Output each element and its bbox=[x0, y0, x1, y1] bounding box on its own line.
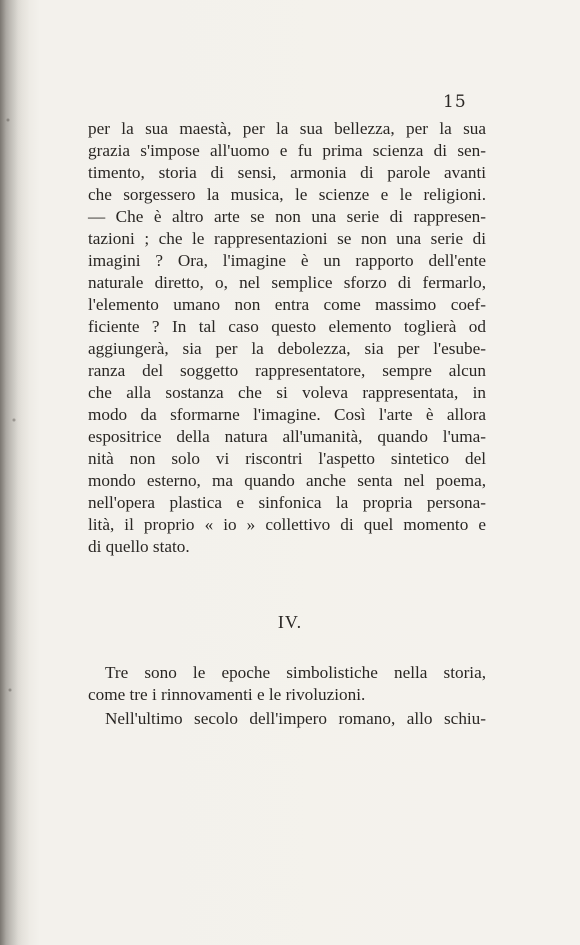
text-line: di quello stato. bbox=[88, 537, 190, 556]
text-line: come tre i rinnovamenti e le rivoluzioni. bbox=[88, 685, 366, 704]
paragraph-1 bbox=[88, 118, 486, 558]
text-line: aggiungerà, sia per la debolezza, sia per l'esube- bbox=[88, 339, 486, 358]
page-number: 15 bbox=[443, 92, 467, 112]
text-line: grazia s'impose all'uomo e fu prima scienza di sen- bbox=[88, 141, 486, 160]
paragraph-2 bbox=[88, 662, 486, 706]
text-line: che sorgessero la musica, le scienze e le religioni. bbox=[88, 185, 486, 204]
text-line: ranza del soggetto rappresentatore, sempre alcun bbox=[88, 361, 486, 380]
text-line: per la sua maestà, per la sua bellezza, per la sua bbox=[88, 119, 486, 138]
paragraph-3 bbox=[88, 708, 486, 730]
text-line: — Che è altro arte se non una serie di rappresen- bbox=[88, 207, 486, 226]
text-line: nità non solo vi riscontri l'aspetto sintetico del bbox=[88, 449, 486, 468]
text-line: l'elemento umano non entra come massimo coef- bbox=[88, 295, 486, 314]
text-line: timento, storia di sensi, armonia di parole avanti bbox=[88, 163, 486, 182]
text-line: Nell'ultimo secolo dell'impero romano, allo schiu- bbox=[105, 709, 486, 728]
text-line: tazioni ; che le rappresentazioni se non una serie di bbox=[88, 229, 486, 248]
text-line: nell'opera plastica e sinfonica la propria persona- bbox=[88, 493, 486, 512]
text-line: modo da sformarne l'imagine. Così l'arte è allora bbox=[88, 405, 486, 424]
text-line: ficiente ? In tal caso questo elemento toglierà od bbox=[88, 317, 486, 336]
text-line: espositrice della natura all'umanità, quando l'uma- bbox=[88, 427, 486, 446]
text-line: lità, il proprio « io » collettivo di quel momento e bbox=[88, 515, 486, 534]
section-heading: IV. bbox=[277, 612, 303, 632]
text-line: mondo esterno, ma quando anche senta nel poema, bbox=[88, 471, 486, 490]
text-line: Tre sono le epoche simbolistiche nella storia, bbox=[105, 663, 486, 682]
text-line: che alla sostanza che si voleva rappresentata, in bbox=[88, 383, 486, 402]
text-line: naturale diretto, o, nel semplice sforzo di fermarlo, bbox=[88, 273, 486, 292]
page-binding-shadow bbox=[0, 0, 30, 945]
text-line: imagini ? Ora, l'imagine è un rapporto dell'ente bbox=[88, 251, 486, 270]
